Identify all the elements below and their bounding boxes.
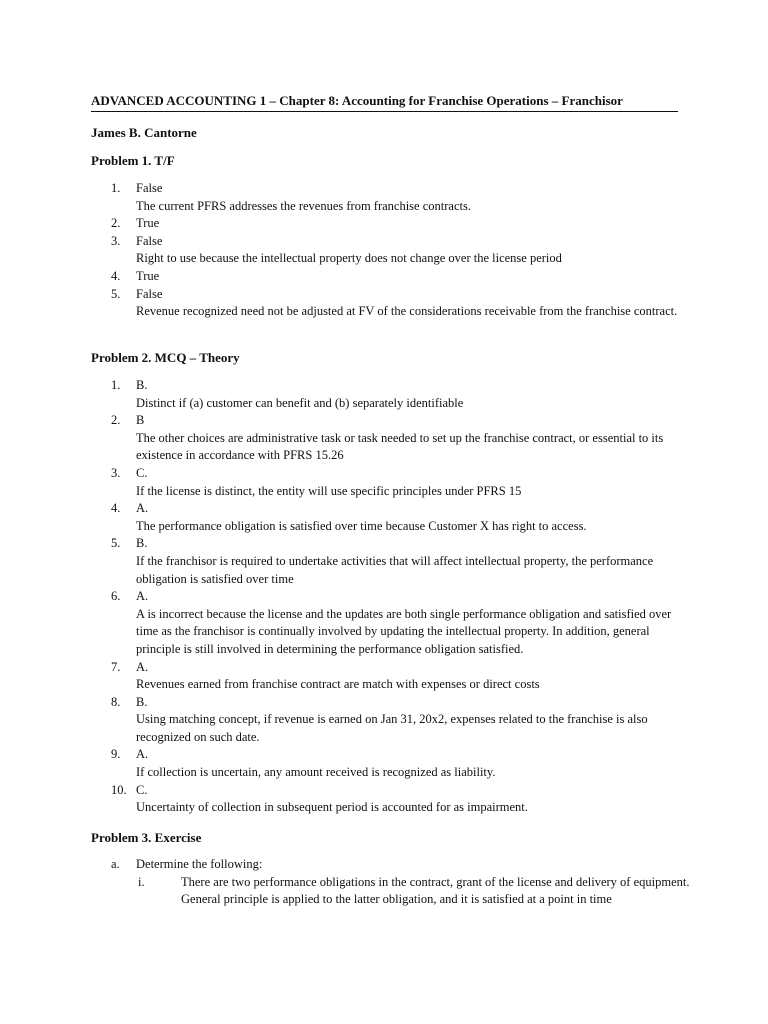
problem-1-list [91,180,691,321]
item-explanation: The other choices are administrative task or task needed to set up the franchise contract, or essential to its existence in accordance with PFRS 15.26 [136,430,664,463]
item-answer: True [136,268,160,283]
list-item [91,500,691,535]
item-number: 7. [111,659,121,674]
sub-item-i-text: There are two performance obligations in the contract, grant of the license and delivery of equipment. [181,874,690,889]
item-explanation: Right to use because the intellectual property does not change over the license period [136,251,562,266]
item-explanation: The performance obligation is satisfied over time because Customer X has right to access. [136,518,587,533]
item-number: 8. [111,694,121,709]
item-answer: A. [136,501,149,516]
item-explanation: Uncertainty of collection in subsequent period is accounted for as impairment. [136,800,528,815]
item-answer: False [136,286,163,301]
list-item [91,465,691,500]
list-item [91,286,691,321]
item-explanation: The current PFRS addresses the revenues from franchise contracts. [136,198,471,213]
item-number: 9. [111,747,121,762]
item-answer: True [136,216,160,231]
item-explanation: If the franchisor is required to undertake activities that will affect intellectual property, the performance obligation is satisfied over time [136,553,654,586]
item-answer: A. [136,747,149,762]
problem-3-heading: Problem 3. Exercise [91,830,202,845]
list-item [91,268,691,286]
problem-2-heading: Problem 2. MCQ – Theory [91,350,240,365]
list-item [91,659,691,694]
part-a-number: a. [111,857,120,871]
item-answer: C. [136,465,148,480]
item-number: 2. [111,413,121,428]
problem-1-heading: Problem 1. T/F [91,153,175,168]
item-number: 4. [111,501,121,516]
part-a-item [91,856,691,909]
item-explanation: Using matching concept, if revenue is earned on Jan 31, 20x2, expenses related to the franchise is also recognized on such date. [136,712,648,744]
page-title: ADVANCED ACCOUNTING 1 – Chapter 8: Accounting for Franchise Operations – Franchisor [91,92,678,112]
item-number: 10. [111,782,127,797]
list-item [91,412,691,465]
item-answer: False [136,233,163,248]
list-item [91,588,691,658]
item-number: 1. [111,378,121,392]
list-item [91,535,691,588]
item-number: 3. [111,233,121,248]
list-item [91,233,691,268]
list-item [91,694,691,747]
list-item [91,180,691,215]
item-number: 2. [111,216,121,231]
list-item [91,377,691,412]
item-number: 6. [111,589,121,604]
item-explanation: If the license is distinct, the entity will use specific principles under PFRS 15 [136,483,522,498]
item-explanation: A is incorrect because the license and the updates are both single performance obligation and satisfied over time as the franchisor is continually involved by updating the intellectual property. In addition, general principle is still involved in determining the performance obligation satisfied. [136,606,672,656]
list-item [91,215,691,233]
list-item [91,746,691,781]
item-answer: A. [136,589,149,604]
author-name: James B. Cantorne [91,125,197,140]
item-answer: B [136,413,145,428]
sub-item-i-number: i. [138,874,145,889]
item-number: 1. [111,181,121,195]
item-answer: B. [136,378,148,392]
item-answer: False [136,181,163,195]
item-number: 5. [111,536,121,551]
item-answer: C. [136,782,148,797]
item-explanation: Revenue recognized need not be adjusted at FV of the considerations receivable from the franchise contract. [136,304,678,319]
item-number: 4. [111,268,121,283]
item-answer: B. [136,694,148,709]
item-explanation: Revenues earned from franchise contract are match with expenses or direct costs [136,677,540,692]
item-explanation: Distinct if (a) customer can benefit and (b) separately identifiable [136,395,464,410]
item-explanation: If collection is uncertain, any amount received is recognized as liability. [136,765,496,780]
list-item [91,782,691,817]
problem-3-list [91,856,691,909]
sub-item-i [136,874,691,909]
item-answer: A. [136,659,149,674]
problem-2-list [91,377,691,817]
sub-item-i-note: General principle is applied to the latter obligation, and it is satisfied at a point in time [181,892,612,907]
item-answer: B. [136,536,148,551]
item-number: 5. [111,286,121,301]
part-a-label: Determine the following: [136,857,263,871]
item-number: 3. [111,465,121,480]
